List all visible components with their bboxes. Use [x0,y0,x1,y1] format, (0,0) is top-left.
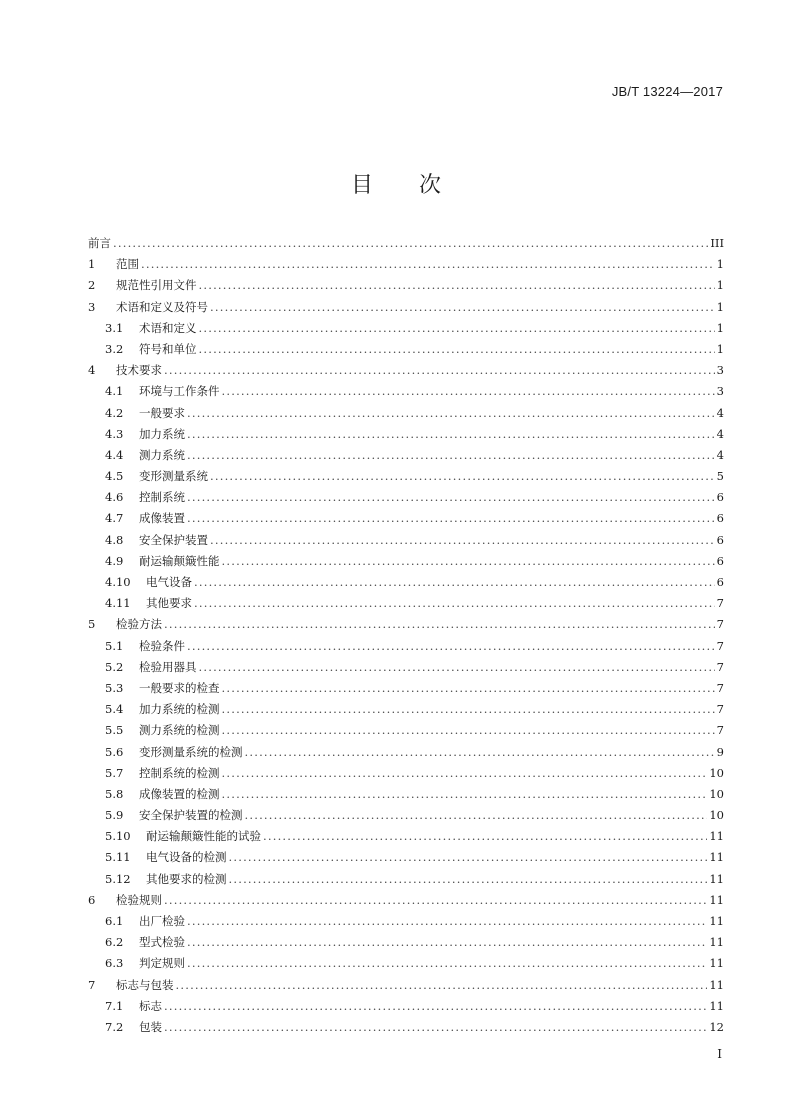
dot-leader [263,826,707,847]
toc-entry[interactable] [88,932,724,953]
toc-entry-page: 11 [709,956,724,971]
toc-entry-page: 3 [716,363,724,378]
dot-leader [222,763,708,784]
toc-entry-page: 11 [709,914,724,928]
toc-entry-page: 4 [716,447,724,462]
dot-leader [187,424,715,445]
toc-entry-number: 5.12 [105,871,131,886]
toc-entry-number: 3.1 [105,320,124,335]
toc-entry-number: 4.7 [105,511,124,526]
toc-entry-page: 6 [716,575,724,589]
toc-entry[interactable] [88,720,724,741]
dot-leader [222,699,715,720]
toc-entry-page: 10 [709,786,724,801]
toc-entry-number: 4 [88,363,96,378]
toc-entry-label: 一般要求 [139,405,185,420]
toc-entry-label: 成像装置 [139,511,185,526]
toc-entry-label: 环境与工作条件 [139,384,220,399]
toc-entry[interactable] [88,318,724,339]
toc-entry-label: 安全保护装置的检测 [139,808,243,823]
toc-entry-number: 5.5 [105,723,124,738]
dot-leader [210,466,715,487]
toc-entry[interactable] [88,911,724,932]
standard-code: JB/T 13224—2017 [611,84,723,99]
toc-entry-number: 4.11 [105,596,131,611]
dot-leader [176,975,708,996]
toc-entry-page: 7 [716,659,724,674]
toc-entry-page: 11 [709,935,724,950]
toc-entry-number: 5.8 [105,786,124,801]
dot-leader [222,678,715,699]
toc-entry-label: 安全保护装置 [139,532,208,547]
toc-entry-label: 判定规则 [139,956,185,971]
toc-entry-label: 耐运输颠簸性能的试验 [146,829,261,844]
toc-entry-number: 2 [88,278,96,293]
toc-entry[interactable] [88,275,724,296]
toc-entry[interactable] [88,763,724,784]
toc-entry-label: 一般要求的检查 [139,680,220,695]
toc-entry-page: 11 [709,998,724,1013]
dot-leader [187,636,715,657]
toc-entry-page: 1 [716,299,724,314]
toc-entry-label: 标志与包装 [116,977,174,992]
toc-entry-label: 测力系统 [139,447,185,462]
toc-entry[interactable] [88,360,724,381]
table-of-contents [88,233,724,1038]
toc-entry[interactable] [88,297,724,318]
toc-entry-label: 前言 [88,236,111,250]
toc-entry-number: 5.3 [105,680,124,695]
toc-entry-number: 4.4 [105,447,124,462]
toc-entry-label: 控制系统 [139,490,185,505]
dot-leader [229,847,708,868]
toc-entry-number: 4.3 [105,426,124,441]
toc-entry[interactable] [88,403,724,424]
toc-entry-page: 7 [716,723,724,738]
toc-entry-number: 1 [88,257,96,272]
dot-leader [187,445,715,466]
toc-entry-page: 1 [716,257,724,272]
dot-leader [187,487,715,508]
toc-entry-label: 技术要求 [116,363,162,378]
dot-leader [199,339,715,360]
toc-entry[interactable] [88,381,724,402]
toc-entry[interactable] [88,551,724,572]
dot-leader [222,381,715,402]
dot-leader [194,572,715,593]
dot-leader [194,593,715,614]
toc-entry-number: 4.9 [105,553,124,568]
dot-leader [164,1017,707,1038]
toc-entry-page: 6 [716,511,724,526]
dot-leader [164,614,715,635]
toc-entry-label: 型式检验 [139,935,185,950]
toc-entry-number: 4.8 [105,532,124,547]
toc-entry-page: 11 [709,892,724,907]
toc-entry-page: 6 [716,490,724,505]
toc-entry-page: 6 [716,532,724,547]
toc-entry[interactable] [88,742,724,763]
toc-entry-number: 4.6 [105,490,124,505]
dot-leader [229,869,708,890]
dot-leader [187,911,707,932]
toc-entry-page: 10 [709,808,724,823]
toc-entry-page: 5 [716,469,724,484]
toc-entry[interactable] [88,466,724,487]
toc-entry[interactable] [88,847,724,868]
dot-leader [210,297,715,318]
toc-entry-page: 10 [709,765,724,780]
toc-entry-label: 耐运输颠簸性能 [139,553,220,568]
toc-entry-label: 术语和定义及符号 [116,299,208,314]
dot-leader [245,805,708,826]
dot-leader [199,318,715,339]
toc-entry[interactable] [88,339,724,360]
dot-leader [222,720,715,741]
toc-entry-page: 9 [716,744,724,759]
toc-entry-page: 7 [716,596,724,611]
toc-entry-number: 6.1 [105,914,124,928]
dot-leader [187,508,715,529]
toc-entry[interactable] [88,636,724,657]
toc-entry-number: 5.4 [105,702,124,717]
toc-entry-page: III [710,236,724,250]
toc-entry-number: 5.7 [105,765,124,780]
toc-entry[interactable] [88,890,724,911]
toc-entry[interactable] [88,975,724,996]
toc-entry-number: 7.2 [105,1019,124,1034]
toc-entry-number: 7 [88,977,96,992]
toc-entry-page: 7 [716,680,724,695]
toc-entry-page: 11 [709,871,724,886]
toc-entry-number: 6.3 [105,956,124,971]
toc-entry-label: 检验用器具 [139,659,197,674]
toc-entry-number: 4.2 [105,405,124,420]
toc-entry-number: 5.9 [105,808,124,823]
dot-leader [164,360,715,381]
toc-entry-label: 检验方法 [116,617,162,632]
toc-entry[interactable] [88,530,724,551]
toc-entry[interactable] [88,424,724,445]
dot-leader [187,403,715,424]
toc-entry[interactable] [88,487,724,508]
toc-entry-page: 12 [709,1019,724,1034]
toc-entry-number: 6 [88,892,96,907]
dot-leader [187,953,707,974]
dot-leader [245,742,715,763]
dot-leader [164,890,707,911]
toc-entry-label: 标志 [139,998,162,1013]
toc-entry-label: 术语和定义 [139,320,197,335]
toc-entry-page: 6 [716,553,724,568]
toc-entry[interactable] [88,784,724,805]
dot-leader [222,784,708,805]
toc-entry-number: 4.10 [105,575,131,589]
toc-entry-number: 3 [88,299,96,314]
toc-entry-number: 5.6 [105,744,124,759]
toc-entry-page: 4 [716,426,724,441]
toc-entry-label: 电气设备 [146,575,192,589]
toc-entry[interactable] [88,233,724,254]
toc-entry-label: 成像装置的检测 [139,786,220,801]
toc-entry-page: 7 [716,617,724,632]
toc-entry-number: 5.11 [105,850,131,865]
toc-entry[interactable] [88,508,724,529]
dot-leader [199,275,715,296]
toc-entry[interactable] [88,614,724,635]
page-number: I [717,1047,722,1061]
toc-entry-page: 7 [716,702,724,717]
toc-entry[interactable] [88,953,724,974]
toc-entry-number: 5.10 [105,829,131,844]
toc-entry-number: 4.1 [105,384,124,399]
toc-entry-page: 3 [716,384,724,399]
toc-entry-number: 5 [88,617,96,632]
toc-entry-label: 测力系统的检测 [139,723,220,738]
toc-entry-page: 1 [716,320,724,335]
toc-entry[interactable] [88,996,724,1017]
toc-entry-label: 范围 [116,257,139,272]
toc-entry[interactable] [88,805,724,826]
toc-entry-number: 6.2 [105,935,124,950]
toc-entry-page: 11 [709,850,724,865]
toc-entry[interactable] [88,678,724,699]
toc-entry[interactable] [88,572,724,593]
toc-entry-page: 11 [709,977,724,992]
toc-entry-label: 规范性引用文件 [116,278,197,293]
dot-leader [187,932,707,953]
toc-entry-number: 5.1 [105,638,124,653]
toc-entry-label: 变形测量系统 [139,469,208,484]
toc-entry-label: 检验条件 [139,638,185,653]
toc-entry-label: 控制系统的检测 [139,765,220,780]
toc-entry-label: 变形测量系统的检测 [139,744,243,759]
toc-entry-number: 7.1 [105,998,124,1013]
toc-entry-label: 其他要求的检测 [146,871,227,886]
toc-entry-label: 包装 [139,1019,162,1034]
toc-entry-number: 5.2 [105,659,124,674]
toc-entry-label: 符号和单位 [139,341,197,356]
toc-entry[interactable] [88,445,724,466]
toc-entry[interactable] [88,699,724,720]
toc-entry[interactable] [88,593,724,614]
toc-entry-label: 检验规则 [116,892,162,907]
dot-leader [199,657,715,678]
toc-entry[interactable] [88,1017,724,1038]
dot-leader [210,530,715,551]
toc-entry-page: 1 [716,341,724,356]
dot-leader [113,233,708,254]
toc-entry-label: 出厂检验 [139,914,185,928]
toc-entry-number: 4.5 [105,469,124,484]
dot-leader [222,551,715,572]
dot-leader [164,996,707,1017]
toc-entry-label: 其他要求 [146,596,192,611]
toc-entry-page: 4 [716,405,724,420]
toc-entry-page: 11 [709,829,724,844]
toc-entry-number: 3.2 [105,341,124,356]
dot-leader [141,254,715,275]
toc-entry-label: 加力系统 [139,426,185,441]
toc-entry[interactable] [88,869,724,890]
toc-entry[interactable] [88,254,724,275]
toc-entry-label: 加力系统的检测 [139,702,220,717]
page-title: 目次 [350,173,487,198]
toc-entry[interactable] [88,657,724,678]
toc-entry[interactable] [88,826,724,847]
toc-entry-page: 1 [716,278,724,293]
toc-entry-label: 电气设备的检测 [146,850,227,865]
toc-entry-page: 7 [716,638,724,653]
